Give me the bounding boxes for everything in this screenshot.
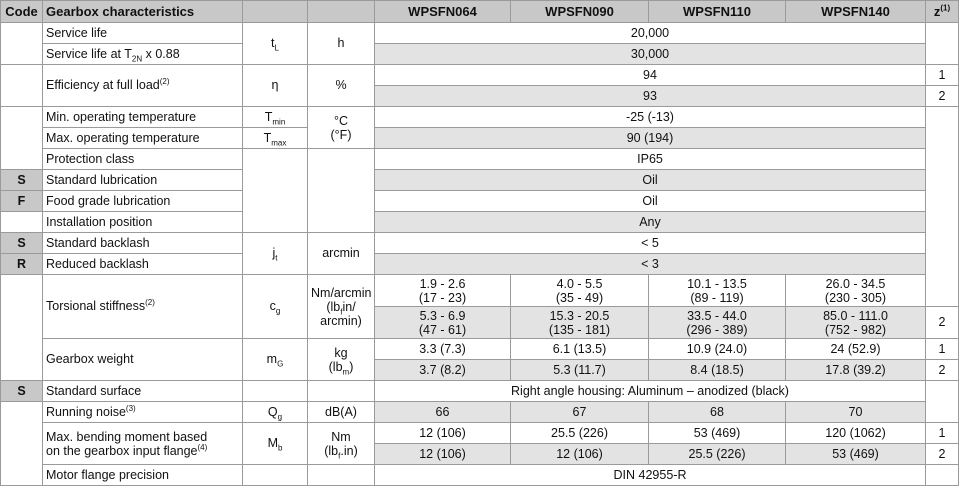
weight-140-2: 17.8 (39.2) — [786, 360, 926, 381]
code-cell — [1, 23, 43, 65]
max-temp-label: Max. operating temperature — [43, 128, 243, 149]
std-lubrication-label: Standard lubrication — [43, 170, 243, 191]
red-backlash-value: < 3 — [375, 254, 926, 275]
surface-label: Standard surface — [43, 381, 243, 402]
header-code: Code — [1, 1, 43, 23]
row-service-life — [1, 23, 959, 44]
row-weight-1 — [1, 339, 959, 360]
header-model-090: WPSFN090 — [511, 1, 649, 23]
motor-flange-value: DIN 42955-R — [375, 465, 926, 486]
torsional-110-1: 10.1 - 13.5 (89 - 119) — [649, 275, 786, 307]
torsional-090-2: 15.3 - 20.5 (135 - 181) — [511, 307, 649, 339]
unit-cell — [308, 465, 375, 486]
weight-symbol: $m_G$ — [243, 339, 308, 381]
weight-unit: kg $(lb_m)$ — [308, 339, 375, 381]
efficiency-value-2: 93 — [375, 86, 926, 107]
min-temp-symbol: $T_{min}$ — [243, 107, 308, 128]
bending-z-1: 1 — [926, 423, 959, 444]
header-row — [1, 1, 959, 23]
torsional-unit: Nm/arcmin ($lb_fin/$ arcmin) — [308, 275, 375, 339]
bending-140-1: 120 (1062) — [786, 423, 926, 444]
installation-value: Any — [375, 212, 926, 233]
code-cell — [1, 107, 43, 170]
header-characteristics: Gearbox characteristics — [43, 1, 243, 23]
row-installation — [1, 212, 959, 233]
efficiency-unit: % — [308, 65, 375, 107]
bending-064-2: 12 (106) — [375, 444, 511, 465]
service-life-label: Service life — [43, 23, 243, 44]
torsional-110-2: 33.5 - 44.0 (296 - 389) — [649, 307, 786, 339]
row-food-lubrication — [1, 191, 959, 212]
row-std-backlash — [1, 233, 959, 254]
std-lubrication-code: S — [1, 170, 43, 191]
min-temp-label: Min. operating temperature — [43, 107, 243, 128]
max-temp-value: 90 (194) — [375, 128, 926, 149]
service-life-unit: h — [308, 23, 375, 65]
weight-064-1: 3.3 (7.3) — [375, 339, 511, 360]
z-cell — [926, 107, 959, 307]
backlash-unit: arcmin — [308, 233, 375, 275]
red-backlash-code: R — [1, 254, 43, 275]
weight-110-1: 10.9 (24.0) — [649, 339, 786, 360]
std-backlash-value: < 5 — [375, 233, 926, 254]
surface-code: S — [1, 381, 43, 402]
service-life-088-label: Service life at $T_{2N}$ x 0.88 — [43, 44, 243, 65]
efficiency-z-2: 2 — [926, 86, 959, 107]
row-service-life-088 — [1, 44, 959, 65]
temp-unit: °C (°F) — [308, 107, 375, 149]
weight-140-1: 24 (52.9) — [786, 339, 926, 360]
row-torsional-1 — [1, 275, 959, 307]
efficiency-z-1: 1 — [926, 65, 959, 86]
row-motor-flange — [1, 465, 959, 486]
bending-110-2: 25.5 (226) — [649, 444, 786, 465]
efficiency-label: Efficiency at full load$^{(2)}$ — [43, 65, 243, 107]
torsional-064-1: 1.9 - 2.6 (17 - 23) — [375, 275, 511, 307]
bending-110-1: 53 (469) — [649, 423, 786, 444]
noise-140: 70 — [786, 402, 926, 423]
bending-symbol: $M_b$ — [243, 423, 308, 465]
header-model-110: WPSFN110 — [649, 1, 786, 23]
header-model-140: WPSFN140 — [786, 1, 926, 23]
backlash-symbol: $j_t$ — [243, 233, 308, 275]
header-unit — [308, 1, 375, 23]
code-cell — [1, 65, 43, 107]
food-lubrication-label: Food grade lubrication — [43, 191, 243, 212]
service-life-088-value: 30,000 — [375, 44, 926, 65]
food-lubrication-value: Oil — [375, 191, 926, 212]
bending-z-2: 2 — [926, 444, 959, 465]
symbol-cell — [243, 149, 308, 233]
row-red-backlash — [1, 254, 959, 275]
row-std-lubrication — [1, 170, 959, 191]
row-max-temp — [1, 128, 959, 149]
noise-110: 68 — [649, 402, 786, 423]
torsional-label: Torsional stiffness$^{(2)}$ — [43, 275, 243, 339]
bending-064-1: 12 (106) — [375, 423, 511, 444]
torsional-090-1: 4.0 - 5.5 (35 - 49) — [511, 275, 649, 307]
weight-090-1: 6.1 (13.5) — [511, 339, 649, 360]
bending-label: Max. bending moment based on the gearbox input flange$^{(4)}$ — [43, 423, 243, 465]
surface-value: Right angle housing: Aluminum – anodized (black) — [375, 381, 926, 402]
service-life-value: 20,000 — [375, 23, 926, 44]
torsional-symbol: $c_g$ — [243, 275, 308, 339]
torsional-z-2: 2 — [926, 307, 959, 339]
protection-value: IP65 — [375, 149, 926, 170]
min-temp-value: -25 (-13) — [375, 107, 926, 128]
z-cell — [926, 23, 959, 65]
row-bending-1 — [1, 423, 959, 444]
bending-090-1: 25.5 (226) — [511, 423, 649, 444]
code-cell — [1, 275, 43, 381]
weight-064-2: 3.7 (8.2) — [375, 360, 511, 381]
motor-flange-label: Motor flange precision — [43, 465, 243, 486]
noise-unit: dB(A) — [308, 402, 375, 423]
red-backlash-label: Reduced backlash — [43, 254, 243, 275]
noise-symbol: $Q_g$ — [243, 402, 308, 423]
weight-z-2: 2 — [926, 360, 959, 381]
row-min-temp — [1, 107, 959, 128]
row-surface — [1, 381, 959, 402]
efficiency-symbol: η — [243, 65, 308, 107]
bending-unit: Nm $(lb_f.in)$ — [308, 423, 375, 465]
unit-cell — [308, 149, 375, 233]
code-cell — [1, 402, 43, 486]
std-backlash-label: Standard backlash — [43, 233, 243, 254]
torsional-140-2: 85.0 - 111.0 (752 - 982) — [786, 307, 926, 339]
header-z: $z^{(1)}$ — [926, 1, 959, 23]
bending-090-2: 12 (106) — [511, 444, 649, 465]
unit-cell — [308, 381, 375, 402]
service-life-symbol: $t_L$ — [243, 23, 308, 65]
symbol-cell — [243, 381, 308, 402]
header-symbol — [243, 1, 308, 23]
row-noise — [1, 402, 959, 423]
code-cell — [1, 212, 43, 233]
symbol-cell — [243, 465, 308, 486]
torsional-140-1: 26.0 - 34.5 (230 - 305) — [786, 275, 926, 307]
z-cell — [926, 381, 959, 423]
weight-z-1: 1 — [926, 339, 959, 360]
noise-064: 66 — [375, 402, 511, 423]
bending-140-2: 53 (469) — [786, 444, 926, 465]
efficiency-value-1: 94 — [375, 65, 926, 86]
row-protection — [1, 149, 959, 170]
weight-label: Gearbox weight — [43, 339, 243, 381]
noise-090: 67 — [511, 402, 649, 423]
weight-090-2: 5.3 (11.7) — [511, 360, 649, 381]
noise-label: Running noise$^{(3)}$ — [43, 402, 243, 423]
installation-label: Installation position — [43, 212, 243, 233]
protection-label: Protection class — [43, 149, 243, 170]
weight-110-2: 8.4 (18.5) — [649, 360, 786, 381]
std-lubrication-value: Oil — [375, 170, 926, 191]
header-model-064: WPSFN064 — [375, 1, 511, 23]
std-backlash-code: S — [1, 233, 43, 254]
row-efficiency-1 — [1, 65, 959, 86]
food-lubrication-code: F — [1, 191, 43, 212]
torsional-064-2: 5.3 - 6.9 (47 - 61) — [375, 307, 511, 339]
z-cell — [926, 465, 959, 486]
max-temp-symbol: $T_{max}$ — [243, 128, 308, 149]
